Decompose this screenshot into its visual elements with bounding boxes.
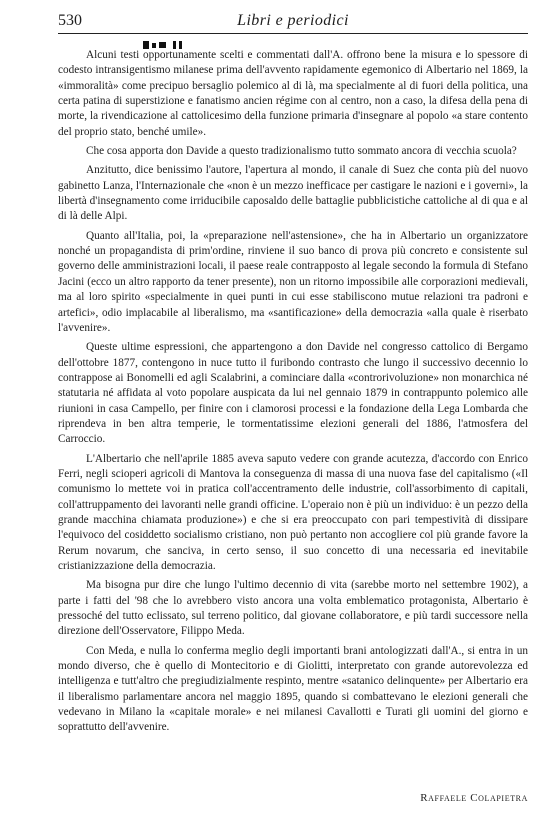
page-header bbox=[58, 12, 528, 34]
paragraph-5: Queste ultime espressioni, che appartengono a don Davide nel congresso cattolico di Bergamo dell'ottobre 1877, contengono in nuce tutto il furibondo contrasto che lungo il successivo decennio lo contrappose ai Bonomelli ed agli Scalabrini, a cominciare dalla «controrivoluzione» non monarchica né statutaria né affidata al voto popolare auspicata da lui nel gennaio 1879 in contrappunto polemico alle riunioni in casa Campello, per finire con i clamorosi processi e la fondazione della Lega Lombarda che riprendeva in ben altra temperie, le tormentatissime elezioni generali del 1886, l'atmosfera del Carroccio. bbox=[58, 341, 528, 446]
paragraph-2: Che cosa apporta don Davide a questo tradizionalismo tutto sommato ancora di vecchia scuola? bbox=[86, 145, 517, 158]
article-body bbox=[58, 48, 528, 736]
author-signature: Raffaele Colapietra bbox=[420, 792, 528, 804]
paragraph-8: Con Meda, e nulla lo conferma meglio degli importanti brani antologizzati dall'A., si entra in un mondo diverso, che è quello di Montecitorio e di Giolitti, interpretato con grande autorevolezza ed intelligenza e tutt'altro che pregiudizialmente respinto, mentre «satanico delinquente» per Albertario era il liberalismo parlamentare ancora nel maggio 1895, quando si combattevano le elezioni generali che vedevano in Milano la «capitale morale» e nei milanesi Cavallotti e Turati gli uomini del giorno e soprattutto dell'avvenire. bbox=[58, 644, 528, 734]
paragraph-7: Ma bisogna pur dire che lungo l'ultimo decennio di vita (sarebbe morto nel settembre 1902), a parte i fatti del '98 che lo avrebbero visto ancora una volta emblematico protagonista, Albertario è pressoché del tutto eclissato, sul terreno politico, dal giovane collaboratore, e più tardi successore nella direzione dell'Osservatore, Filippo Meda. bbox=[58, 579, 528, 638]
page-number: 530 bbox=[58, 12, 82, 29]
paragraph-6: L'Albertario che nell'aprile 1885 aveva saputo vedere con grande acutezza, d'accordo con Enrico Ferri, negli scioperi agricoli di Mantova la conseguenza di massa di una nuova fase del capitalismo («Il comunismo lo mettete voi in pratica coll'accentramento delle industrie, coll'assorbimento di capitali, coll'attruppamento dei lavoranti nelle grandi officine. L'operaio non è più un individuo: è un pezzo della grande macchina chiamata produzione») e che si era preoccupato con pari tempestività di dissipare l'equivoco del cosiddetto socialismo cristiano, non può pertanto non accogliere col più grande favore la Rerum novarum, che sanciva, in certo senso, il suo concetto di una necessaria ed inevitabile cristianizzazione della democrazia. bbox=[58, 452, 528, 572]
running-title: Libri e periodici bbox=[237, 12, 349, 29]
paragraph-4: Quanto all'Italia, poi, la «preparazione nell'astensione», che ha in Albertario un organizzatore nonché un propagandista di prim'ordine, rinviene il suo banco di prova più concreto e consistente sul governo delle amministrazioni locali, il paese reale contrapposto al legale secondo la formula di Stefano Jacini (ecco un altro rapporto da tener presente), non un ritorno impossibile alle corporazioni medievali, ma al loro spirito «specialmente in quei punti in cui esse stabiliscono mutue relazioni tra padroni e artefici», odio implacabile al liberalismo, ma «santificazione» della democrazia «alla quale è riserbato l'avvenire». bbox=[58, 229, 528, 334]
header-rule bbox=[58, 33, 528, 34]
paragraph-3: Anzitutto, dice benissimo l'autore, l'apertura al mondo, il canale di Suez che conta più del nuovo gabinetto Lanza, l'Internazionale che «non è un mezzo inefficace per castigare le nazioni e i governi», la libertà d'insegnamento come irriducibile caposaldo delle battaglie pubblicistiche cattoliche al di qua e al di là delle Alpi. bbox=[58, 164, 528, 223]
paragraph-1: Alcuni testi opportunamente scelti e commentati dall'A. offrono bene la misura e lo spessore di codesto intransigentismo milanese prima dell'avvento rapidamente egemonico di Albertario nel 1869, la «immoralità» come precipuo bersaglio polemico al di là, ma specialmente al di fuori della politica, una certa patina di superstizione e fanatismo ancien régime con al centro, non a caso, la difesa della pena di morte, la rivendicazione al cattolicesimo della funzione primaria d'insegnare al popolo «a stare contento del proprio stato, benché umile». bbox=[58, 49, 528, 138]
